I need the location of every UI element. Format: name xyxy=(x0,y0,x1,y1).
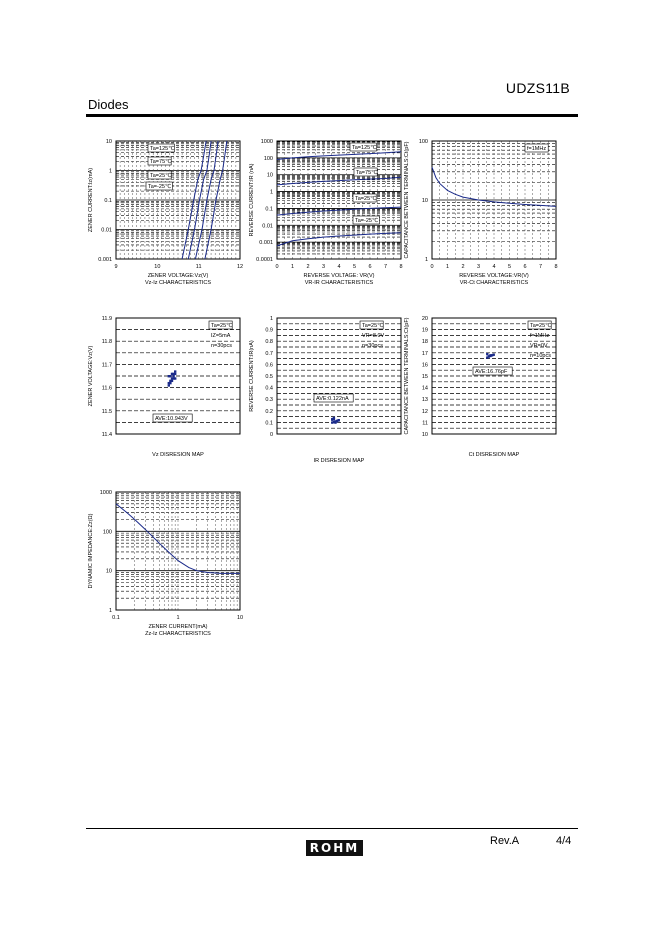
chart-ct-dispersion xyxy=(404,316,556,458)
annotation: n=30pcs xyxy=(211,343,232,349)
chart-caption: Vz DISRESION MAP xyxy=(152,452,204,458)
y-tick-label: 0.001 xyxy=(98,257,112,263)
y-tick-label: 0.4 xyxy=(265,385,273,392)
data-point xyxy=(171,377,173,379)
chart-caption: VR-Ct CHARACTERISTICS xyxy=(459,280,529,286)
gridlines xyxy=(432,141,556,259)
gridlines xyxy=(277,141,401,259)
annotation: VR=0V xyxy=(530,343,548,349)
x-tick-label: 1 xyxy=(290,264,295,270)
x-tick-label: 6 xyxy=(368,264,372,270)
y-axis-label: REVERSE CURRENT:IR (nA) xyxy=(249,163,255,237)
annotation: f=1MHz xyxy=(527,146,547,152)
y-tick-label: 14 xyxy=(421,385,428,392)
y-tick-label: 11.7 xyxy=(101,362,112,369)
y-tick-label: 100 xyxy=(418,139,428,145)
x-tick-label: 6 xyxy=(523,264,527,270)
y-tick-label: 11.6 xyxy=(101,385,112,392)
y-tick-label: 0.001 xyxy=(259,240,273,247)
y-tick-label: 0.01 xyxy=(262,223,273,230)
y-tick-label: 19 xyxy=(421,327,428,334)
x-tick-label: 8 xyxy=(399,264,403,270)
y-tick-label: 0 xyxy=(269,432,273,438)
chart-vz-iz xyxy=(88,139,243,286)
series-line xyxy=(116,504,240,574)
data-point xyxy=(168,382,170,384)
annotation: Ta=25℃ xyxy=(355,196,377,202)
y-tick-label: 10 xyxy=(421,432,428,438)
x-tick-label: 4 xyxy=(492,264,496,270)
chart-caption: IR DISRESION MAP xyxy=(313,458,365,464)
x-tick-label: 7 xyxy=(538,264,543,270)
chart-vz-dispersion xyxy=(88,316,240,458)
annotation: n=30pcs xyxy=(362,343,383,349)
y-tick-label: 0.1 xyxy=(265,420,273,427)
y-tick-label: 0.6 xyxy=(265,362,273,369)
annotation: Ta=125℃ xyxy=(352,145,377,151)
y-tick-label: 10 xyxy=(105,568,112,575)
chart-caption: Ct DISRESION MAP xyxy=(468,452,520,458)
y-tick-label: 1 xyxy=(269,189,273,196)
y-tick-label: 11.4 xyxy=(101,432,112,438)
x-tick-label: 12 xyxy=(236,264,244,270)
annotation: Ta=25℃ xyxy=(211,323,233,329)
y-tick-label: 12 xyxy=(421,408,428,415)
y-tick-label: 0.1 xyxy=(265,206,273,213)
part-number: UDZS11B xyxy=(505,80,570,96)
annotation: Ta=-25℃ xyxy=(148,184,172,190)
annotation: Ta=75℃ xyxy=(150,159,172,165)
annotation: Ta=25℃ xyxy=(150,173,172,179)
x-tick-label: 1 xyxy=(445,264,450,270)
y-tick-label: 1000 xyxy=(99,490,112,496)
y-tick-label: 11 xyxy=(422,420,428,427)
annotation: AVE:0.122nA xyxy=(316,396,349,402)
y-tick-label: 11.9 xyxy=(101,316,112,322)
annotation: AVE:10.943V xyxy=(155,416,188,422)
revision: Rev.A xyxy=(490,835,520,847)
x-tick-label: 4 xyxy=(337,264,341,270)
gridlines xyxy=(116,141,240,259)
data-point xyxy=(172,375,174,377)
x-axis-label: REVERSE VOLTAGE:VR(V) xyxy=(459,273,529,279)
y-tick-label: 1000 xyxy=(260,139,273,145)
annotation: VR=8.0V xyxy=(362,333,385,339)
x-tick-label: 8 xyxy=(554,264,558,270)
chart-vr-ct xyxy=(404,139,558,286)
chart-caption: VR-IR CHARACTERISTICS xyxy=(304,280,374,286)
y-tick-label: 0.3 xyxy=(265,397,273,404)
y-tick-label: 16 xyxy=(421,362,428,369)
y-tick-label: 1 xyxy=(424,257,428,263)
x-tick-label: 0.1 xyxy=(112,615,120,621)
y-tick-label: 0.01 xyxy=(101,227,112,234)
x-tick-label: 11 xyxy=(195,264,202,270)
data-point xyxy=(486,353,488,355)
y-tick-label: 10 xyxy=(421,198,428,204)
y-tick-label: 0.8 xyxy=(265,339,273,346)
y-tick-label: 1 xyxy=(269,316,273,322)
x-tick-label: 2 xyxy=(461,264,465,270)
y-tick-label: 11.5 xyxy=(101,408,112,415)
x-tick-label: 9 xyxy=(114,264,118,270)
x-axis-label: ZENER VOLTAGE:Vz(V) xyxy=(147,273,209,279)
y-axis-label: ZENER CURRENT:Iz(mA) xyxy=(88,167,94,233)
chart-zz-iz xyxy=(88,490,243,637)
y-tick-label: 10 xyxy=(105,139,112,145)
data-point xyxy=(489,354,491,356)
annotation: n=10pcs xyxy=(530,353,551,359)
page-number: 4/4 xyxy=(556,835,572,847)
y-axis-label: DYNAMIC IMPEDANCE:Zz(Ω) xyxy=(88,513,94,589)
y-tick-label: 0.1 xyxy=(104,198,112,204)
y-axis-label: ZENER VOLTAGE:Vz(V) xyxy=(88,345,94,407)
annotation: Ta=125℃ xyxy=(150,146,175,152)
x-tick-label: 0 xyxy=(430,264,434,270)
x-tick-label: 2 xyxy=(306,264,310,270)
x-tick-label: 0 xyxy=(275,264,279,270)
y-axis-label: CAPACITANCE BETWEEN TERMINALS:Ct(pF) xyxy=(404,317,410,435)
y-tick-label: 0.2 xyxy=(265,408,273,415)
annotation: AVE:16.76pF xyxy=(475,369,508,375)
data-point xyxy=(337,419,339,421)
y-tick-label: 10 xyxy=(266,172,273,179)
annotation: IZ=5mA xyxy=(211,333,231,339)
y-tick-label: 15 xyxy=(421,374,428,380)
chart-vr-ir xyxy=(249,139,403,286)
annotation: Ta=75℃ xyxy=(356,170,378,176)
gridlines xyxy=(116,492,240,610)
footer-rule xyxy=(86,828,578,829)
data-point xyxy=(333,417,335,419)
chart-ir-dispersion xyxy=(249,316,401,464)
x-tick-label: 1 xyxy=(176,615,180,621)
chart-caption: Vz-Iz CHARACTERISTICS xyxy=(144,280,212,286)
x-tick-label: 5 xyxy=(507,264,512,270)
data-point xyxy=(168,384,170,386)
y-axis-label: REVERSE CURRENT:IR(nA) xyxy=(249,340,255,412)
y-axis-label: CAPACITANCE BETWEEN TERMINALS:Ct(pF) xyxy=(404,141,410,259)
y-tick-label: 100 xyxy=(102,529,112,536)
y-tick-label: 100 xyxy=(263,155,273,162)
x-tick-label: 5 xyxy=(352,264,357,270)
x-tick-label: 7 xyxy=(383,264,388,270)
x-tick-label: 3 xyxy=(476,264,481,270)
y-tick-label: 0.5 xyxy=(265,374,273,380)
data-point xyxy=(174,377,176,379)
y-tick-label: 1 xyxy=(108,168,112,175)
annotation: f=1MHz xyxy=(530,333,550,339)
y-tick-label: 20 xyxy=(421,316,428,322)
rohm-logo: ROHM xyxy=(306,840,363,856)
chart-caption: Zz-Iz CHARACTERISTICS xyxy=(145,631,211,637)
x-axis-label: REVERSE VOLTAGE: VR(V) xyxy=(303,273,375,279)
data-point xyxy=(174,370,176,372)
data-point xyxy=(174,373,176,375)
x-tick-label: 10 xyxy=(236,615,244,621)
y-tick-label: 11.8 xyxy=(101,339,112,346)
data-point xyxy=(169,380,171,382)
annotation: Ta=-25℃ xyxy=(355,218,379,224)
data-point xyxy=(492,354,494,356)
annotation: Ta=25℃ xyxy=(530,323,552,329)
y-tick-label: 1 xyxy=(108,608,112,614)
y-tick-label: 13 xyxy=(421,397,428,404)
y-tick-label: 0.9 xyxy=(265,327,273,334)
y-tick-label: 18 xyxy=(421,339,428,346)
x-tick-label: 10 xyxy=(154,264,161,270)
y-tick-label: 0.7 xyxy=(265,350,273,357)
category-title: Diodes xyxy=(88,97,129,112)
x-tick-label: 3 xyxy=(321,264,326,270)
data-point xyxy=(169,375,171,377)
y-tick-label: 17 xyxy=(421,350,428,357)
x-axis-label: ZENER CURRENT(mA) xyxy=(148,624,208,630)
annotation: Ta=25℃ xyxy=(362,323,384,329)
y-tick-label: 0.0001 xyxy=(256,257,273,263)
